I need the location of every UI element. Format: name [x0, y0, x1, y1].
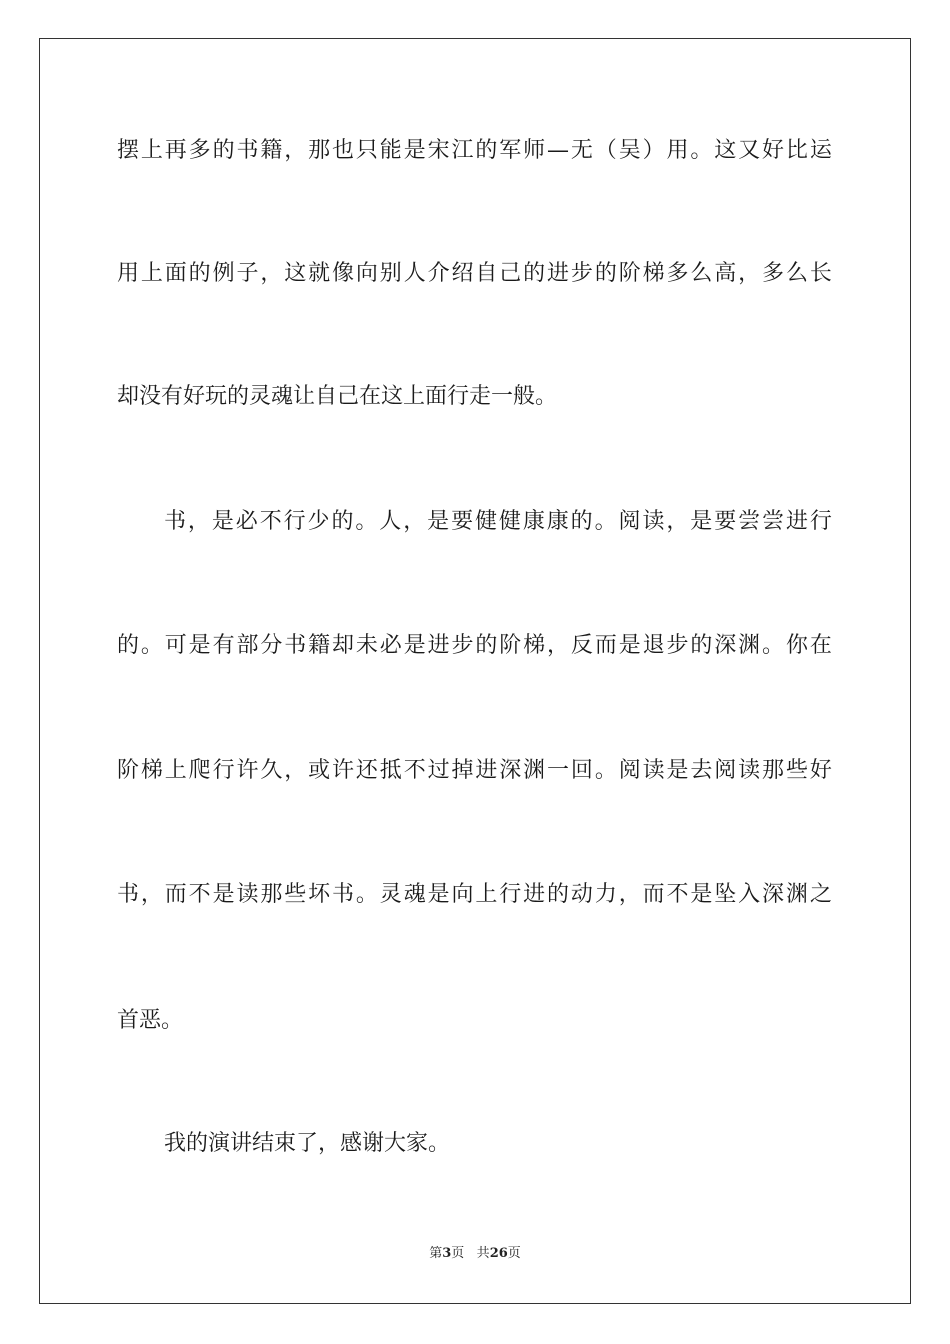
text-line-3: 却没有好玩的灵魂让自己在这上面行走一般。	[117, 384, 558, 409]
total-prefix: 共	[476, 1246, 490, 1261]
text-line-1: 摆 上 再 多 的 书 籍 ， 那 也 只 能 是 宋 江 的 军 师 — 无 （ 吴 ） 用 。 这 又 好 比 运	[117, 138, 832, 163]
total-pages: 26	[489, 1246, 508, 1261]
text-line-6: 阶 梯 上 爬 行 许 久 ， 或 许 还 抵 不 过 掉 进 深 渊 一 回 。 阅 读 是 去 阅 读 那 些 好	[117, 758, 832, 783]
text-line-7: 书 ， 而 不 是 读 那 些 坏 书 。 灵 魂 是 向 上 行 进 的 动 力 ， 而 不 是 坠 入 深 渊 之	[117, 882, 832, 907]
text-line-5: 的 。 可 是 有 部 分 书 籍 却 未 必 是 进 步 的 阶 梯 ， 反 而 是 退 步 的 深 渊 。 你 在	[117, 633, 832, 658]
text-line-4: 书 ， 是 必 不 行 少 的 。 人 ， 是 要 健 健 康 康 的 。 阅 读 ， 是 要 尝 尝 进 行	[164, 509, 832, 534]
text-line-8: 首恶。	[117, 1008, 184, 1033]
page-footer	[0, 1245, 950, 1263]
page-border	[39, 38, 911, 1304]
page-number: 3	[442, 1246, 452, 1261]
total-suffix: 页	[507, 1246, 521, 1261]
text-line-2: 用 上 面 的 例 子 ， 这 就 像 向 别 人 介 绍 自 己 的 进 步 的 阶 梯 多 么 高 ， 多 么 长	[117, 261, 832, 286]
page-suffix: 页	[451, 1246, 465, 1261]
page-prefix: 第	[429, 1246, 443, 1261]
text-line-9: 我的演讲结束了，感谢大家。	[164, 1131, 451, 1156]
